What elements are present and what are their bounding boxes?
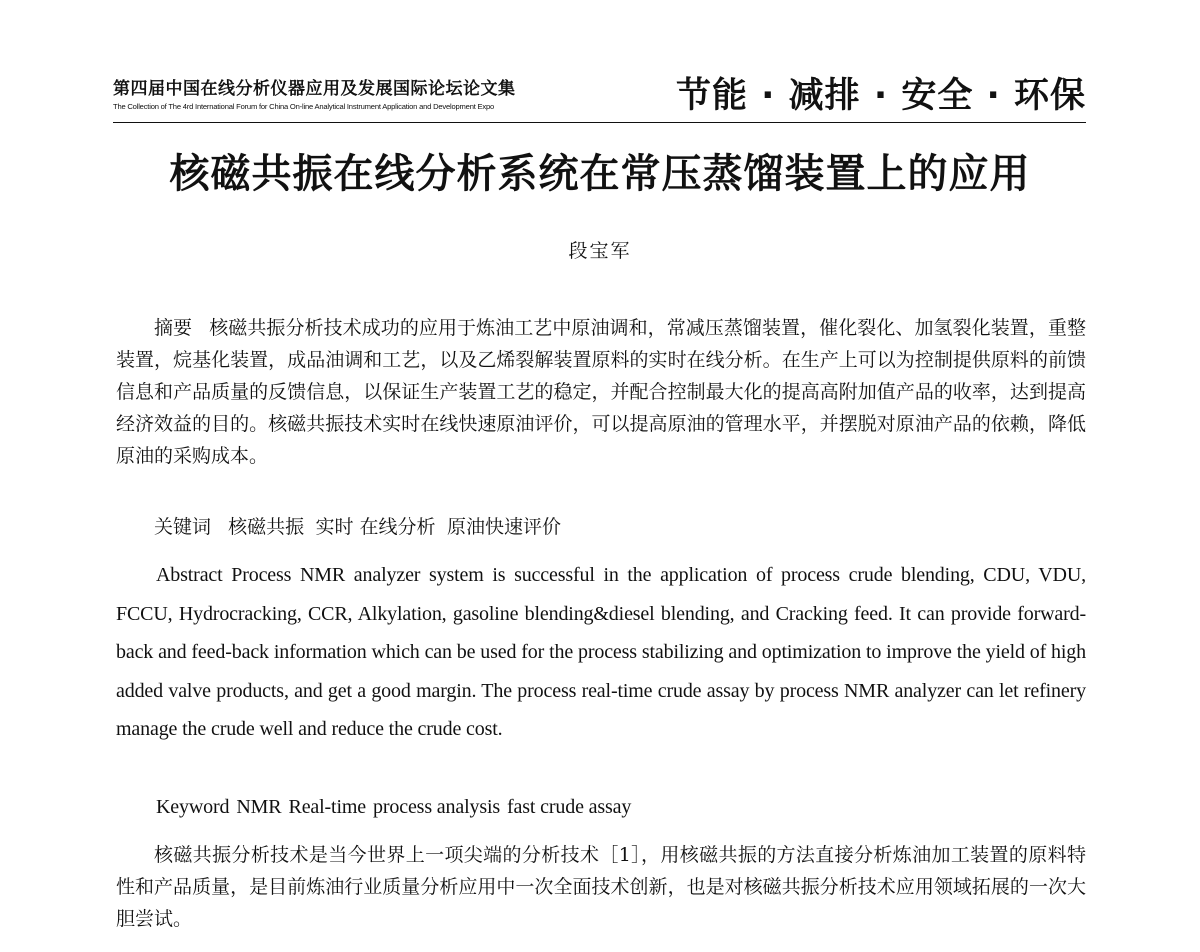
keywords-cn-label: 关键词 (154, 516, 212, 538)
paper-title: 核磁共振在线分析系统在常压蒸馏装置上的应用 (169, 151, 1031, 197)
collection-title-en: The Collection of The 4rd International Forum for China On-line Analytical Instrument Application and Development Expo (113, 102, 495, 111)
abstract-en-label: Abstract (156, 564, 223, 586)
body-paragraph: 核磁共振分析技术是当今世界上一项尖端的分析技术［1］，用核磁共振的方法直接分析炼油加工装置的原料特性和产品质量，是目前炼油行业质量分析应用中一次全面技术创新，也是对核磁共振分析技术应用领域拓展的一次大胆尝试。 (116, 844, 1086, 930)
abstract-cn-label: 摘要 (154, 317, 193, 339)
keywords-en (116, 788, 1086, 827)
keyword-cn-item: 原油快速评价 (446, 516, 561, 538)
keywords-en-label: Keyword (156, 796, 230, 818)
keyword-en-item: fast crude assay (507, 796, 632, 818)
abstract-en (116, 556, 1086, 749)
keyword-en-item: process analysis (373, 796, 501, 818)
keywords-cn (116, 511, 1086, 543)
collection-title-block (113, 74, 516, 111)
collection-title-cn: 第四届中国在线分析仪器应用及发展国际论坛论文集 (113, 79, 516, 99)
abstract-cn-text: 核磁共振分析技术成功的应用于炼油工艺中原油调和，常减压蒸馏装置，催化裂化、加氢裂化装置，重整装置，烷基化装置，成品油调和工艺，以及乙烯裂解装置原料的实时在线分析。在生产上可以为控制提供原料的前馈信息和产品质量的反馈信息，以保证生产装置工艺的稳定，并配合控制最大化的提高高附加值产品的收率，达到提高经济效益的目的。核磁共振技术实时在线快速原油评价，可以提高原油的管理水平，并摆脱对原油产品的依赖，降低原油的采购成本。 (116, 317, 1086, 467)
abstract-cn (116, 312, 1086, 472)
keyword-cn-item: 实时 在线分析 (315, 516, 436, 538)
abstract-en-text: Process NMR analyzer system is successful in the application of process crude blending, CDU, VDU, FCCU, Hydrocracking, CCR, Alkylation, gasoline blending&diesel blending, and Cracking feed. It can provide forward-back and feed-back information which can be used for the process stabilizing and optimization to improve the yield of high added valve products, and get a good margin. The process real-time crude assay by process NMR analyzer can let refinery manage the crude well and reduce the crude cost. (116, 564, 1086, 740)
header-divider (113, 122, 1086, 123)
paper-author: 段宝军 (568, 240, 632, 262)
keyword-en-item: Real-time (288, 796, 367, 818)
running-header (113, 66, 1086, 126)
keyword-en-item: NMR (236, 796, 282, 818)
header-slogan: 节能 · 减排 · 安全 · 环保 (676, 76, 1086, 116)
keyword-cn-item: 核磁共振 (228, 516, 305, 538)
